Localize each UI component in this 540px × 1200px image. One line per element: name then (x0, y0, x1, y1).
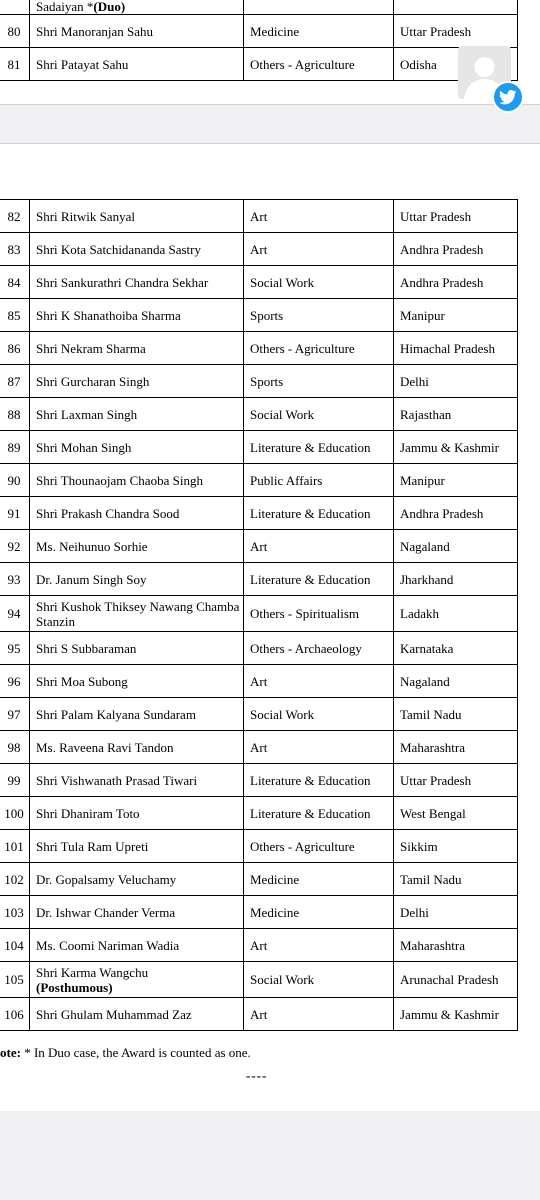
field-cell: Sports (244, 365, 394, 398)
name-text: Dr. Ishwar Chander Verma (36, 904, 176, 920)
table-row (0, 464, 518, 497)
name-cell (30, 929, 244, 962)
footnote (0, 1045, 251, 1061)
serial-cell: 94 (0, 596, 30, 632)
name-text: Shri Laxman Singh (36, 406, 138, 422)
name-text: Shri Karma Wangchu (36, 964, 149, 980)
state-cell: Jammu & Kashmir (394, 998, 518, 1031)
name-cell (30, 563, 244, 596)
table-row (0, 200, 518, 233)
serial-cell (0, 0, 30, 15)
serial-cell: 99 (0, 764, 30, 797)
name-cell (30, 731, 244, 764)
field-cell: Art (244, 530, 394, 563)
state-cell: Delhi (394, 896, 518, 929)
serial-cell: 106 (0, 998, 30, 1031)
table-row (0, 266, 518, 299)
name-text: Shri Nekram Sharma (36, 340, 146, 356)
serial-cell: 97 (0, 698, 30, 731)
serial-cell: 105 (0, 962, 30, 998)
field-cell: Art (244, 929, 394, 962)
name-cell (30, 665, 244, 698)
state-cell: Uttar Pradesh (394, 764, 518, 797)
name-text: Shri Moa Subong (36, 673, 128, 689)
table-row (0, 797, 518, 830)
field-cell: Literature & Education (244, 797, 394, 830)
duo-marker: (Duo) (93, 0, 126, 14)
table-row (0, 15, 518, 48)
field-cell: Medicine (244, 15, 394, 48)
serial-cell: 83 (0, 233, 30, 266)
name-text: Sadaiyan * (36, 0, 94, 14)
field-cell: Social Work (244, 266, 394, 299)
name-cell (30, 332, 244, 365)
serial-cell: 90 (0, 464, 30, 497)
state-cell: Andhra Pradesh (394, 233, 518, 266)
name-text: Ms. Raveena Ravi Tandon (36, 739, 174, 755)
serial-cell: 81 (0, 48, 30, 81)
name-cell (30, 497, 244, 530)
name-text: Dr. Janum Singh Soy (36, 571, 147, 587)
footnote-text: * In Duo case, the Award is counted as one. (20, 1045, 251, 1060)
table-row (0, 896, 518, 929)
field-cell: Others - Agriculture (244, 48, 394, 81)
table-row (0, 48, 518, 81)
table-row (0, 863, 518, 896)
name-text: Shri Mohan Singh (36, 439, 132, 455)
state-cell: Tamil Nadu (394, 863, 518, 896)
name-text: Shri Ghulam Muhammad Zaz (36, 1006, 192, 1022)
state-cell: Andhra Pradesh (394, 497, 518, 530)
name-cell (30, 797, 244, 830)
field-cell: Literature & Education (244, 431, 394, 464)
name-text: Ms. Coomi Nariman Wadia (36, 937, 180, 953)
state-cell: Karnataka (394, 632, 518, 665)
table-row (0, 233, 518, 266)
serial-cell: 82 (0, 200, 30, 233)
field-cell: Medicine (244, 896, 394, 929)
table-row (0, 596, 518, 632)
field-cell: Public Affairs (244, 464, 394, 497)
state-cell: Uttar Pradesh (394, 200, 518, 233)
state-cell: Nagaland (394, 530, 518, 563)
name-text: Shri Tula Ram Upreti (36, 838, 149, 854)
name-cell (30, 896, 244, 929)
table-row (0, 830, 518, 863)
serial-cell: 93 (0, 563, 30, 596)
serial-cell: 92 (0, 530, 30, 563)
table-row (0, 0, 518, 15)
state-cell: Maharashtra (394, 731, 518, 764)
name-text: Shri Sankurathri Chandra Sekhar (36, 274, 209, 290)
state-cell: Odisha (394, 48, 518, 81)
serial-cell: 91 (0, 497, 30, 530)
name-cell (30, 299, 244, 332)
name-cell (30, 596, 244, 632)
state-cell: Manipur (394, 299, 518, 332)
name-text: Shri Kushok Thiksey Nawang Chamba Stanzin (36, 598, 240, 629)
serial-cell: 98 (0, 731, 30, 764)
state-cell: Jharkhand (394, 563, 518, 596)
name-text: Shri Kota Satchidananda Sastry (36, 241, 201, 257)
awardees-table-top (0, 0, 518, 81)
state-cell: Himachal Pradesh (394, 332, 518, 365)
name-cell (30, 764, 244, 797)
name-text: Shri Prakash Chandra Sood (36, 505, 180, 521)
serial-cell: 88 (0, 398, 30, 431)
table-row (0, 998, 518, 1031)
field-cell (244, 0, 394, 15)
serial-cell: 101 (0, 830, 30, 863)
state-cell: Arunachal Pradesh (394, 962, 518, 998)
serial-cell: 103 (0, 896, 30, 929)
name-cell (30, 632, 244, 665)
name-cell (30, 464, 244, 497)
table-row (0, 398, 518, 431)
name-cell (30, 698, 244, 731)
end-marker: ---- (246, 1068, 268, 1083)
field-cell: Art (244, 731, 394, 764)
name-cell (30, 266, 244, 299)
field-cell: Art (244, 233, 394, 266)
name-text: Shri S Subbaraman (36, 640, 137, 656)
field-cell: Sports (244, 299, 394, 332)
name-cell (30, 200, 244, 233)
serial-cell: 80 (0, 15, 30, 48)
field-cell: Art (244, 665, 394, 698)
serial-cell: 84 (0, 266, 30, 299)
name-cell (30, 0, 244, 15)
name-cell (30, 998, 244, 1031)
table-row (0, 731, 518, 764)
serial-cell: 102 (0, 863, 30, 896)
name-text: Ms. Neihunuo Sorhie (36, 538, 148, 554)
table-row (0, 698, 518, 731)
serial-cell: 96 (0, 665, 30, 698)
state-cell: West Bengal (394, 797, 518, 830)
name-text: Shri Palam Kalyana Sundaram (36, 706, 196, 722)
name-cell (30, 830, 244, 863)
name-text: Shri Gurcharan Singh (36, 373, 150, 389)
serial-cell: 89 (0, 431, 30, 464)
state-cell: Delhi (394, 365, 518, 398)
field-cell: Art (244, 998, 394, 1031)
field-cell: Literature & Education (244, 764, 394, 797)
table-row (0, 299, 518, 332)
name-text: Shri Ritwik Sanyal (36, 208, 135, 224)
name-cell (30, 530, 244, 563)
table-row (0, 332, 518, 365)
table-row (0, 365, 518, 398)
field-cell: Social Work (244, 698, 394, 731)
table-row (0, 665, 518, 698)
name-cell (30, 398, 244, 431)
table-row (0, 497, 518, 530)
table-row (0, 632, 518, 665)
state-cell: Nagaland (394, 665, 518, 698)
state-cell: Uttar Pradesh (394, 15, 518, 48)
field-cell: Social Work (244, 398, 394, 431)
twitter-bird-icon[interactable] (492, 81, 524, 113)
name-cell: Shri Manoranjan Sahu (30, 15, 244, 48)
state-cell: Manipur (394, 464, 518, 497)
name-cell (30, 863, 244, 896)
serial-cell: 85 (0, 299, 30, 332)
table-row (0, 530, 518, 563)
awardees-table (0, 199, 518, 1031)
name-cell (30, 962, 244, 998)
field-cell: Others - Agriculture (244, 830, 394, 863)
state-cell: Ladakh (394, 596, 518, 632)
field-cell: Others - Archaeology (244, 632, 394, 665)
field-cell: Literature & Education (244, 497, 394, 530)
name-text: Shri K Shanathoiba Sharma (36, 307, 181, 323)
name-cell (30, 431, 244, 464)
footnote-label: ote: (0, 1045, 21, 1060)
name-text: Dr. Gopalsamy Veluchamy (36, 871, 177, 887)
field-cell: Others - Spiritualism (244, 596, 394, 632)
state-cell: Jammu & Kashmir (394, 431, 518, 464)
table-row (0, 563, 518, 596)
field-cell: Literature & Education (244, 563, 394, 596)
serial-cell: 104 (0, 929, 30, 962)
table-row (0, 764, 518, 797)
field-cell: Medicine (244, 863, 394, 896)
state-cell: Tamil Nadu (394, 698, 518, 731)
serial-cell: 86 (0, 332, 30, 365)
table-row (0, 431, 518, 464)
name-cell (30, 365, 244, 398)
field-cell: Others - Agriculture (244, 332, 394, 365)
state-cell: Maharashtra (394, 929, 518, 962)
serial-cell: 87 (0, 365, 30, 398)
document-page-main (0, 143, 540, 1111)
posthumous-marker: (Posthumous) (36, 979, 113, 995)
state-cell: Sikkim (394, 830, 518, 863)
state-cell: Andhra Pradesh (394, 266, 518, 299)
table-row (0, 929, 518, 962)
state-cell (394, 0, 518, 15)
field-cell: Social Work (244, 962, 394, 998)
name-cell: Shri Patayat Sahu (30, 48, 244, 81)
name-cell (30, 233, 244, 266)
serial-cell: 100 (0, 797, 30, 830)
name-text: Shri Vishwanath Prasad Tiwari (36, 772, 198, 788)
name-text: Shri Thounaojam Chaoba Singh (36, 472, 203, 488)
field-cell: Art (244, 200, 394, 233)
serial-cell: 95 (0, 632, 30, 665)
state-cell: Rajasthan (394, 398, 518, 431)
name-text: Shri Dhaniram Toto (36, 805, 140, 821)
table-row (0, 962, 518, 998)
